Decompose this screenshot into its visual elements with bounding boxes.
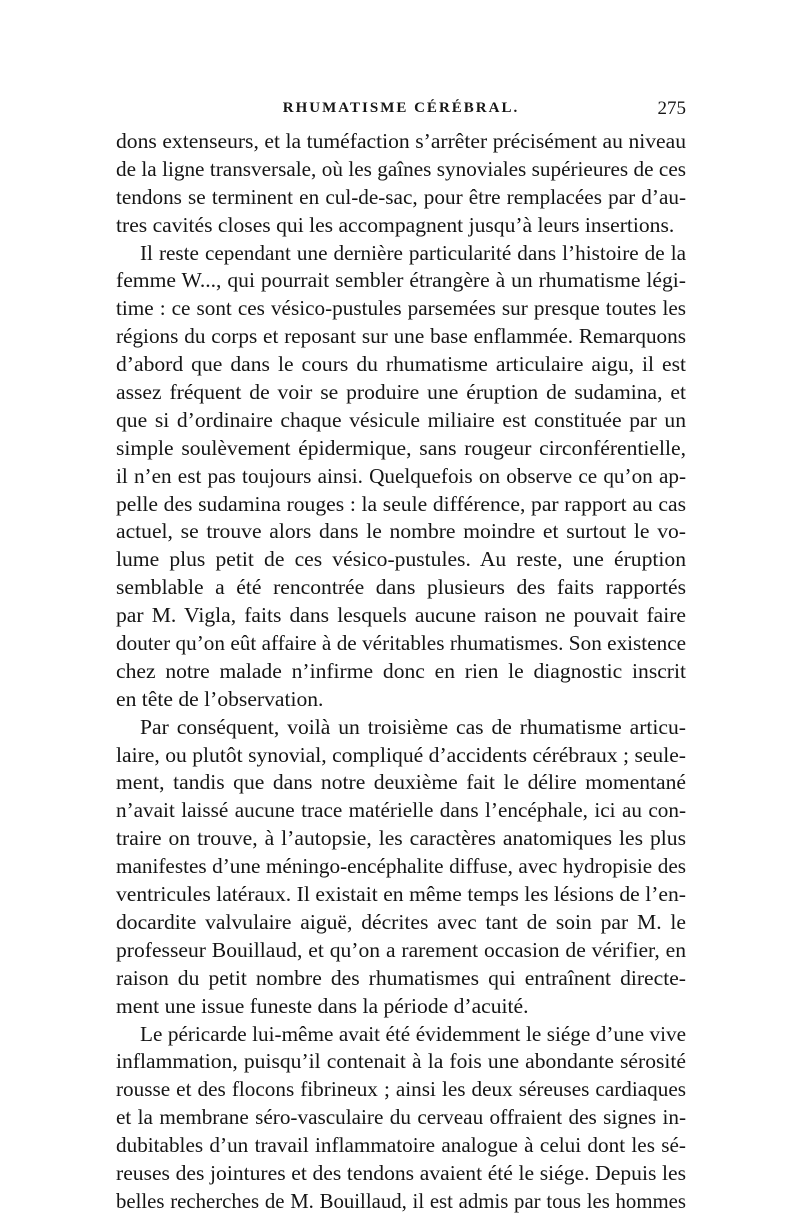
text-line: dubitables d’un travail inflammatoire analogue à celui dont les sé- bbox=[116, 1133, 686, 1158]
text-line: et la membrane séro-vasculaire du cerveau offraient des signes in- bbox=[116, 1105, 686, 1130]
text-line: tres cavités closes qui les accompagnent jusqu’à leurs insertions. bbox=[116, 212, 675, 237]
text-line: Il reste cependant une dernière particularité dans l’histoire de la bbox=[140, 240, 686, 265]
text-line: lume plus petit de ces vésico-pustules. Au reste, une éruption bbox=[116, 547, 686, 572]
text-line: rousse et des flocons fibrineux ; ainsi les deux séreuses cardiaques bbox=[116, 1077, 686, 1102]
text-line: semblable a été rencontrée dans plusieurs des faits rapportés bbox=[116, 575, 686, 600]
text-line: docardite valvulaire aiguë, décrites avec tant de soin par M. le bbox=[116, 909, 686, 934]
body-text bbox=[116, 128, 686, 1216]
text-line: Le péricarde lui-même avait été évidemment le siége d’une vive bbox=[140, 1021, 686, 1046]
text-line: ment une issue funeste dans la période d’acuité. bbox=[116, 993, 529, 1018]
text-line: de la ligne transversale, où les gaînes synoviales supérieures de ces bbox=[116, 156, 686, 181]
text-line: il n’en est pas toujours ainsi. Quelquefois on observe ce qu’on ap- bbox=[116, 463, 686, 488]
text-line: raison du petit nombre des rhumatismes qui entraînent directe- bbox=[116, 965, 686, 990]
text-line: tendons se terminent en cul-de-sac, pour être remplacées par d’au- bbox=[116, 184, 686, 209]
text-line: d’abord que dans le cours du rhumatisme articulaire aigu, il est bbox=[116, 352, 686, 377]
text-line: en tête de l’observation. bbox=[116, 686, 324, 711]
text-line: inflammation, puisqu’il contenait à la fois une abondante sérosité bbox=[116, 1049, 686, 1074]
running-title: RHUMATISME CÉRÉBRAL. bbox=[282, 100, 520, 116]
text-line: simple soulèvement épidermique, sans rougeur circonférentielle, bbox=[116, 435, 686, 460]
text-line: chez notre malade n’infirme donc en rien le diagnostic inscrit bbox=[116, 658, 686, 683]
text-line: belles recherches de M. Bouillaud, il est admis par tous les hommes bbox=[116, 1189, 686, 1213]
running-head bbox=[116, 96, 686, 124]
text-line: femme W..., qui pourrait sembler étrangère à un rhumatisme légi- bbox=[116, 268, 686, 293]
text-line: n’avait laissé aucune trace matérielle dans l’encéphale, ici au con- bbox=[116, 798, 686, 823]
text-line: dons extenseurs, et la tuméfaction s’arrêter précisément au niveau bbox=[116, 129, 686, 153]
text-line: Par conséquent, voilà un troisième cas de rhumatisme articu- bbox=[140, 714, 686, 739]
text-line: reuses des jointures et des tendons avaient été le siége. Depuis les bbox=[116, 1160, 686, 1185]
text-line: douter qu’on eût affaire à de véritables rhumatismes. Son existence bbox=[116, 631, 686, 656]
text-line: par M. Vigla, faits dans lesquels aucune raison ne pouvait faire bbox=[116, 603, 686, 628]
page-number: 275 bbox=[657, 98, 686, 119]
text-line: ventricules latéraux. Il existait en même temps les lésions de l’en- bbox=[116, 882, 686, 907]
text-line: régions du corps et reposant sur une base enflammée. Remarquons bbox=[116, 324, 686, 349]
text-line: professeur Bouillaud, et qu’on a rarement occasion de vérifier, en bbox=[116, 937, 686, 962]
text-line: assez fréquent de voir se produire une éruption de sudamina, et bbox=[116, 380, 686, 405]
text-line: pelle des sudamina rouges : la seule différence, par rapport au cas bbox=[116, 491, 686, 516]
text-line: que si d’ordinaire chaque vésicule miliaire est constituée par un bbox=[116, 407, 686, 432]
text-line: laire, ou plutôt synovial, compliqué d’accidents cérébraux ; seule- bbox=[116, 742, 686, 767]
text-line: ment, tandis que dans notre deuxième fait le délire momentané bbox=[116, 770, 686, 795]
text-line: traire on trouve, à l’autopsie, les caractères anatomiques les plus bbox=[116, 826, 686, 851]
text-line: actuel, se trouve alors dans le nombre moindre et surtout le vo- bbox=[116, 519, 686, 544]
text-line: time : ce sont ces vésico-pustules parsemées sur presque toutes les bbox=[116, 296, 686, 321]
text-line: manifestes d’une méningo-encéphalite diffuse, avec hydropisie des bbox=[116, 854, 686, 879]
